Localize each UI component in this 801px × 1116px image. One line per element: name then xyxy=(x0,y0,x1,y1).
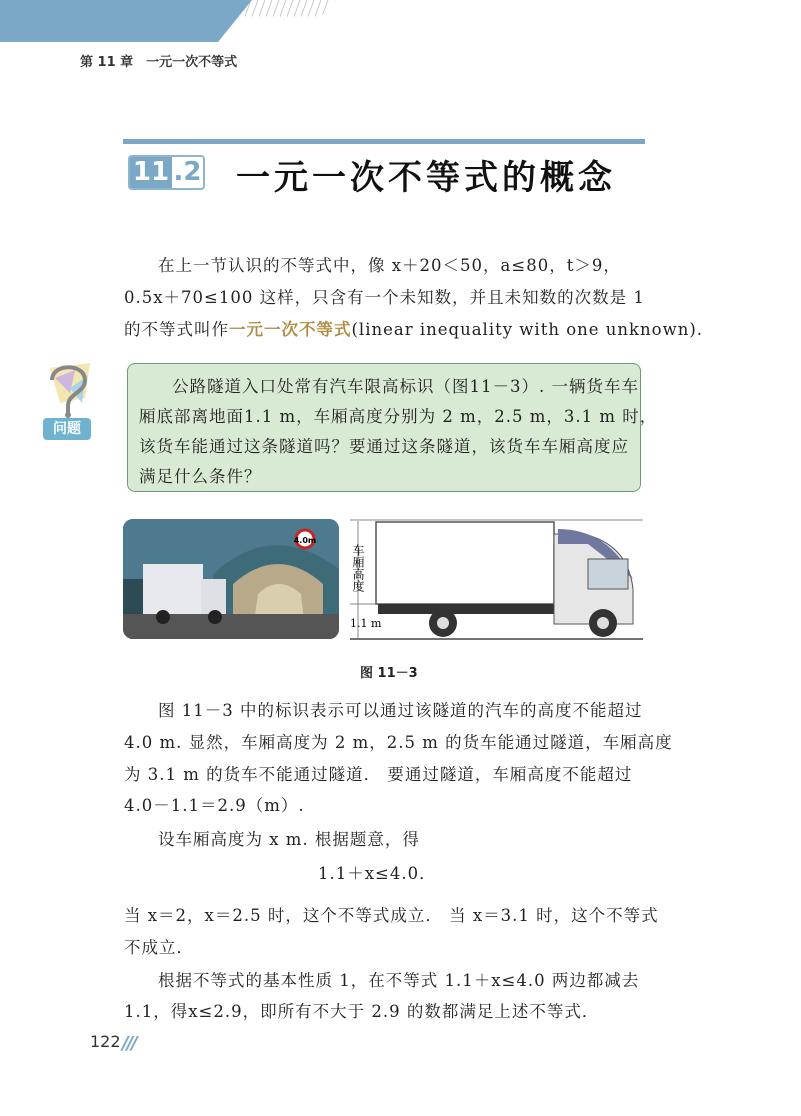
section-rule xyxy=(123,139,645,144)
height-limit-sign: 4.0m xyxy=(293,536,317,545)
header-band xyxy=(0,0,801,44)
section-number xyxy=(128,155,205,190)
box-height-label: 车厢高度 xyxy=(351,544,365,592)
page-decoration: /// xyxy=(122,1033,136,1054)
english-term: (linear inequality with one unknown). xyxy=(351,320,704,339)
key-term: 一元一次不等式 xyxy=(229,320,352,339)
intro-line xyxy=(124,316,703,340)
problem-line: 该货车能通过这条隧道吗？要通过这条隧道，该货车车厢高度应 xyxy=(139,437,629,456)
body-line: 根据不等式的基本性质 1，在不等式 1.1＋x≤4.0 两边都减去 xyxy=(158,971,640,990)
body-line: 图 11－3 中的标识表示可以通过该隧道的汽车的高度不能超过 xyxy=(158,701,643,720)
problem-line: 公路隧道入口处常有汽车限高标识（图11－3）. 一辆货车车 xyxy=(172,377,639,396)
problem-label: 问题 xyxy=(43,418,91,440)
chapter-header: 第 11 章 一元一次不等式 xyxy=(80,55,238,70)
tunnel-photo xyxy=(123,519,339,639)
body-line: 1.1，得x≤2.9，即所有不大于 2.9 的数都满足上述不等式． xyxy=(124,1002,600,1021)
section-number-minor: .2 xyxy=(173,157,202,187)
inequality-formula: 1.1＋x≤4.0． xyxy=(318,864,437,883)
body-line: 4.0－1.1＝2.9（m）. xyxy=(124,796,305,815)
section-number-major: 11 xyxy=(130,157,172,188)
base-height-label: 1.1 m xyxy=(350,617,382,630)
body-line: 4.0 m. 显然，车厢高度为 2 m，2.5 m 的货车能通过隧道，车厢高度 xyxy=(124,733,673,752)
intro-line: 0.5x＋70≤100 这样，只含有一个未知数，并且未知数的次数是 1 xyxy=(124,288,645,307)
problem-line: 厢底部离地面1.1 m，车厢高度分别为 2 m，2.5 m，3.1 m 时， xyxy=(139,407,658,426)
body-line: 不成立． xyxy=(124,938,194,957)
section-title: 一元一次不等式的概念 xyxy=(236,158,616,198)
intro-line: 在上一节认识的不等式中，像 x＋20＜50，a≤80，t＞9， xyxy=(158,256,621,275)
truck-diagram xyxy=(348,519,643,641)
body-line: 设车厢高度为 x m. 根据题意，得 xyxy=(158,830,420,849)
body-line: 当 x＝2，x＝2.5 时，这个不等式成立． 当 x＝3.1 时，这个不等式 xyxy=(124,906,659,925)
figure-caption: 图 11－3 xyxy=(360,666,418,681)
problem-line: 满足什么条件？ xyxy=(139,467,262,486)
intro-text: 的不等式叫作 xyxy=(124,320,229,339)
page-number: 122 xyxy=(90,1032,121,1051)
body-line: 为 3.1 m 的货车不能通过隧道． 要通过隧道，车厢高度不能超过 xyxy=(124,765,633,784)
